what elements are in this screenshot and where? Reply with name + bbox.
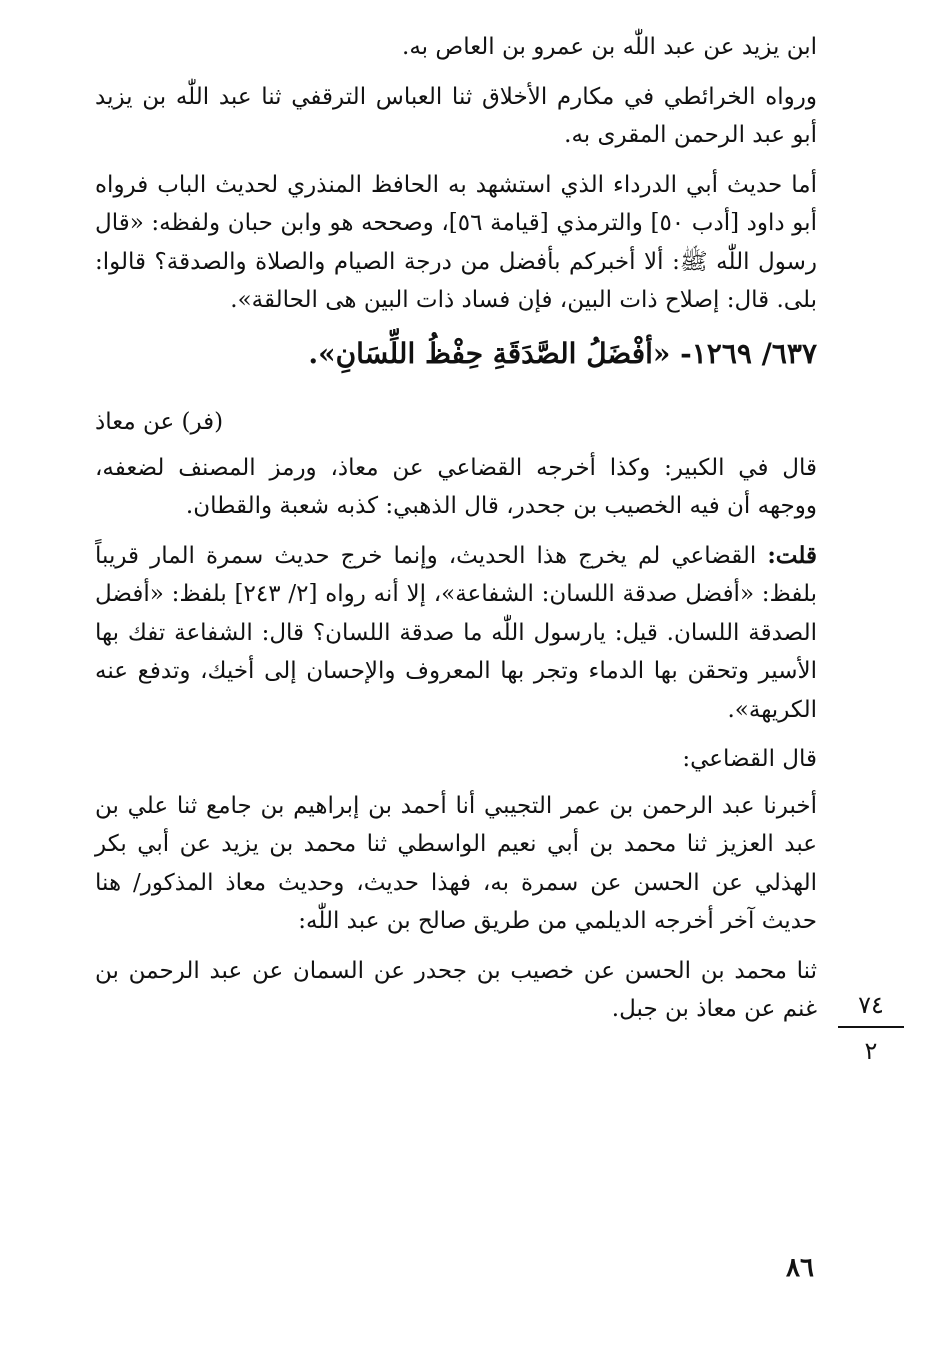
- hadith-heading: [95, 331, 817, 377]
- commentary-kabir: قال في الكبير: وكذا أخرجه القضاعي عن معاذ، ورمز المصنف لضعفه، ووجهه أن فيه الخصيب بن جحدر، قال الذهبي: كذبه شعبة والقطان.: [95, 454, 817, 519]
- hadith-text: «أفْضَلُ الصَّدَقَةِ حِفْظُ اللِّسَانِ».: [308, 336, 671, 370]
- commentary-isnad-2: ثنا محمد بن الحسن عن خصيب بن جحدر عن السمان عن عبد الرحمن بن غنم عن معاذ بن جبل.: [95, 957, 817, 1022]
- hadith-number: ٦٣٧/ ١٢٦٩-: [680, 336, 817, 370]
- folio-side: ٢: [864, 1037, 878, 1065]
- document-page: [95, 28, 817, 1268]
- paragraph-chain-end: ابن يزيد عن عبد اللّٰه بن عمرو بن العاص به.: [402, 34, 817, 60]
- manuscript-folio-note: [838, 990, 904, 1066]
- paragraph-kharaiti: ورواه الخرائطي في مكارم الأخلاق ثنا العباس الترقفي ثنا عبد اللّٰه بن يزيد أبو عبد الرحمن المقرى به.: [95, 83, 817, 148]
- page-number: ٨٦: [786, 1253, 814, 1283]
- hadith-source: (فر) عن معاذ: [95, 408, 224, 435]
- folio-divider: [838, 1026, 904, 1028]
- commentary-qultu-text: القضاعي لم يخرج هذا الحديث، وإنما خرج حديث سمرة المار قريباً بلفظ: «أفضل صدقة اللسان: الشفاعة»، إلا أنه رواه [٢/ ٢٤٣] بلفظ: «أفضل الصدقة اللسان. قيل: يارسول اللّٰه ما صدقة اللسان؟ قال: الشفاعة تفك بها الأسير وتحقن بها الدماء وتجر بها المعروف والإحسان إلى أخيك، وتدفع عنه الكريهة».: [95, 542, 818, 723]
- commentary-qultu: [95, 537, 817, 730]
- folio-number: ٧٤: [858, 991, 884, 1019]
- commentary-qudai-label: قال القضاعي:: [682, 746, 817, 772]
- paragraph-abu-darda: أما حديث أبي الدرداء الذي استشهد به الحافظ المنذري لحديث الباب فرواه أبو داود [أدب ٥٠] والترمذي [قيامة ٥٦]، وصححه هو وابن حبان ولفظه: «قال رسول اللّٰه ﷺ: ألا أخبركم بأفضل من درجة الصيام والصلاة والصدقة؟ قالوا: بلى. قال: إصلاح ذات البين، فإن فساد ذات البين هى الحالقة».: [95, 171, 817, 313]
- commentary-lead: قلت:: [767, 541, 817, 569]
- commentary-isnad-1: أخبرنا عبد الرحمن بن عمر التجيبي أنا أحمد بن إبراهيم بن جامع ثنا علي بن عبد العزيز ثنا محمد بن أبي نعيم الواسطي ثنا محمد بن يزيد عن أبي بكر الهذلي عن الحسن عن سمرة به، فهذا حديث، وحديث معاذ المذكور/ هنا حديث آخر أخرجه الديلمي من طريق صالح بن عبد اللّٰه:: [95, 792, 817, 934]
